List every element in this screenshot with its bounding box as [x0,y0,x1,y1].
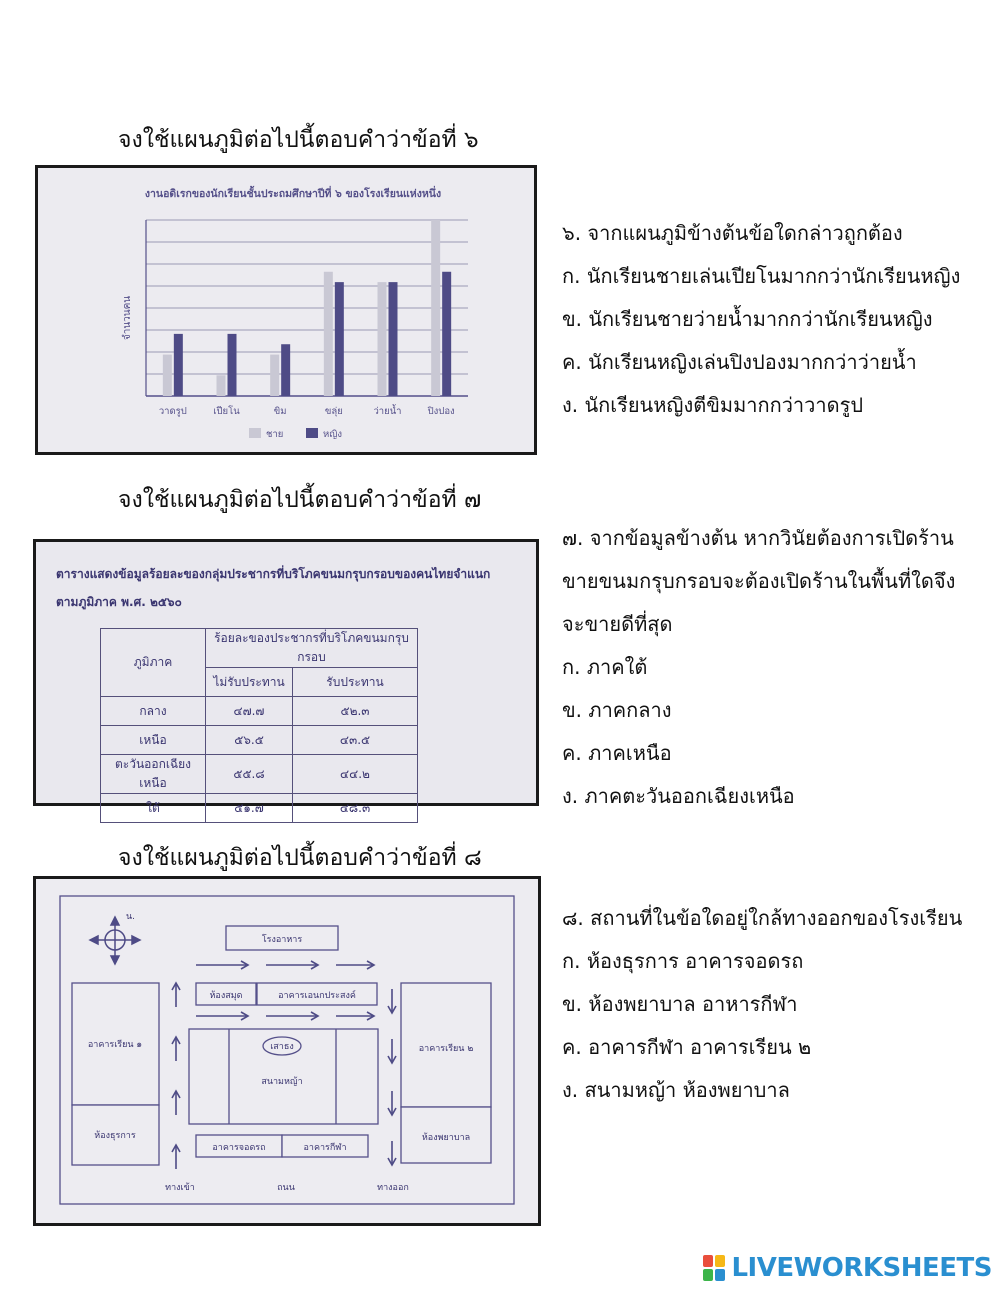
table-row [101,726,418,755]
table-cell-no: ๕๑.๗ [206,794,293,823]
chart-bar [270,355,279,396]
school-map [36,879,538,1223]
multipurpose-label: อาคารเอนกประสงค์ [278,991,356,1001]
chart-bar [281,344,290,396]
chart-ylabel: จำนวนคน [122,295,133,341]
table-title-line1: ตารางแสดงข้อมูลร้อยละของกลุ่มประชากรที่บริโภคขนมกรุบกรอบของคนไทยจำแนก [56,567,491,581]
table-title [56,560,490,616]
table-cell-yes: ๕๒.๓ [293,697,418,726]
building2-label: อาคารเรียน ๒ [418,1044,474,1054]
canteen-label: โรงอาหาร [261,935,303,945]
chart-bar [389,282,398,396]
logo-square-green [703,1269,713,1281]
compass-icon [90,917,140,964]
question-7-choice-a[interactable]: ก. ภาคใต้ [562,655,648,679]
question-6-choice-d[interactable]: ง. นักเรียนหญิงตีขิมมากกว่าวาดรูป [562,393,864,417]
chart-x-tick-label: ปิงปอง [427,406,455,417]
logo-square-blue [715,1269,725,1281]
legend-label-male: ชาย [266,429,284,440]
table-cell-no: ๕๖.๕ [206,726,293,755]
question-8-choice-a[interactable]: ก. ห้องธุรการ อาคารจอดรถ [562,949,804,973]
legend-label-female: หญิง [323,429,342,440]
question-8-choice-d[interactable]: ง. สนามหญ้า ห้องพยาบาล [562,1078,790,1102]
question-7-stem-line3: จะขายดีที่สุด [562,612,673,636]
question-8 [562,897,962,1112]
table-cell-yes: ๔๔.๒ [293,755,418,794]
question-7-choice-d[interactable]: ง. ภาคตะวันออกเฉียงเหนือ [562,784,795,808]
question-8-choice-c[interactable]: ค. อาคารกีฬา อาคารเรียน ๒ [562,1035,812,1059]
chart-x-tick-label: เปียโน [213,406,240,417]
table-header-no: ไม่รับประทาน [206,668,293,697]
flagpole-label: เสาธง [270,1042,294,1052]
chart-frame-q6 [35,165,537,455]
table-row [101,697,418,726]
question-6-choice-b[interactable]: ข. นักเรียนชายว่ายน้ำมากกว่านักเรียนหญิง [562,307,933,331]
liveworksheets-logo[interactable] [703,1253,992,1283]
table-row [101,755,418,794]
chart-x-tick-label: ว่ายน้ำ [373,406,402,417]
bar-chart [38,168,534,452]
building1-label: อาคารเรียน ๑ [87,1040,143,1050]
table-header-yes: รับประทาน [293,668,418,697]
heading-q7: จงใช้แผนภูมิต่อไปนี้ตอบคำว่าข้อที่ ๗ [118,487,482,513]
chart-bar [324,272,333,396]
legend-swatch-male [249,428,261,438]
chart-bar [335,282,344,396]
field-label: สนามหญ้า [261,1077,303,1087]
table-title-line2: ตามภูมิภาค พ.ศ. ๒๕๖๐ [56,595,182,609]
legend-swatch-female [306,428,318,438]
compass-north-label: น. [126,912,136,922]
exit-label: ทางออก [377,1183,409,1193]
question-6-choice-c[interactable]: ค. นักเรียนหญิงเล่นปิงปองมากกว่าว่ายน้ำ [562,350,917,374]
table-cell-region: เหนือ [101,726,206,755]
question-8-stem: ๘. สถานที่ในข้อใดอยู่ใกล้ทางออกของโรงเรียน [562,906,963,930]
question-7-choice-b[interactable]: ข. ภาคกลาง [562,698,672,722]
question-6-choice-a[interactable]: ก. นักเรียนชายเล่นเปียโนมากกว่านักเรียนหญิง [562,264,961,288]
chart-legend [249,428,342,440]
question-6-stem: ๖. จากแผนภูมิข้างต้นข้อใดกล่าวถูกต้อง [562,221,903,245]
road-label: ถนน [277,1183,295,1193]
table-cell-no: ๔๗.๗ [206,697,293,726]
sports-label: อาคารกีฬา [303,1143,347,1153]
question-7-stem-line2: ขายขนมกรุบกรอบจะต้องเปิดร้านในพื้นที่ใดจึง [562,569,956,593]
heading-q6: จงใช้แผนภูมิต่อไปนี้ตอบคำว่าข้อที่ ๖ [118,127,479,153]
chart-x-tick-label: ขิม [273,406,287,417]
question-7-stem-line1: ๗. จากข้อมูลข้างต้น หากวินัยต้องการเปิดร้าน [562,526,954,550]
table-cell-no: ๕๕.๘ [206,755,293,794]
heading-q8: จงใช้แผนภูมิต่อไปนี้ตอบคำว่าข้อที่ ๘ [118,845,482,871]
table-cell-region: ใต้ [101,794,206,823]
table-cell-yes: ๔๘.๓ [293,794,418,823]
table-header-group: ร้อยละของประชากรที่บริโภคขนมกรุบกรอบ [206,629,418,668]
office-label: ห้องธุรการ [94,1131,136,1141]
consumption-table [100,628,418,823]
liveworksheets-logo-text: LIVEWORKSHEETS [731,1253,992,1283]
library-label: ห้องสมุด [209,991,243,1001]
table-cell-region: กลาง [101,697,206,726]
chart-bar [442,272,451,396]
question-7 [562,517,955,818]
chart-bar [431,220,440,396]
parking-label: อาคารจอดรถ [212,1143,266,1153]
chart-x-tick-label: วาดรูป [158,406,187,417]
entrance-label: ทางเข้า [165,1183,195,1193]
table-header-region: ภูมิภาค [101,629,206,697]
chart-bar [174,334,183,396]
question-6 [562,212,960,427]
table-cell-yes: ๔๓.๕ [293,726,418,755]
question-8-choice-b[interactable]: ข. ห้องพยาบาล อาหารกีฬา [562,992,798,1016]
logo-square-red [703,1255,713,1267]
chart-x-tick-label: ขลุ่ย [324,406,343,417]
liveworksheets-logo-icon [703,1255,725,1281]
logo-square-yellow [715,1255,725,1267]
nurse-label: ห้องพยาบาล [421,1133,471,1143]
question-7-choice-c[interactable]: ค. ภาคเหนือ [562,741,672,765]
table-row [101,794,418,823]
chart-title: งานอดิเรกของนักเรียนชั้นประถมศึกษาปีที่ ๖ ของโรงเรียนแห่งหนึ่ง [144,188,442,200]
table-frame-q7 [33,539,539,815]
map-frame-q8 [33,876,541,1226]
chart-bar [378,282,387,396]
chart-bar [163,355,172,396]
chart-bar [228,334,237,396]
chart-bar [217,375,226,396]
table-cell-region: ตะวันออกเฉียงเหนือ [101,755,206,794]
